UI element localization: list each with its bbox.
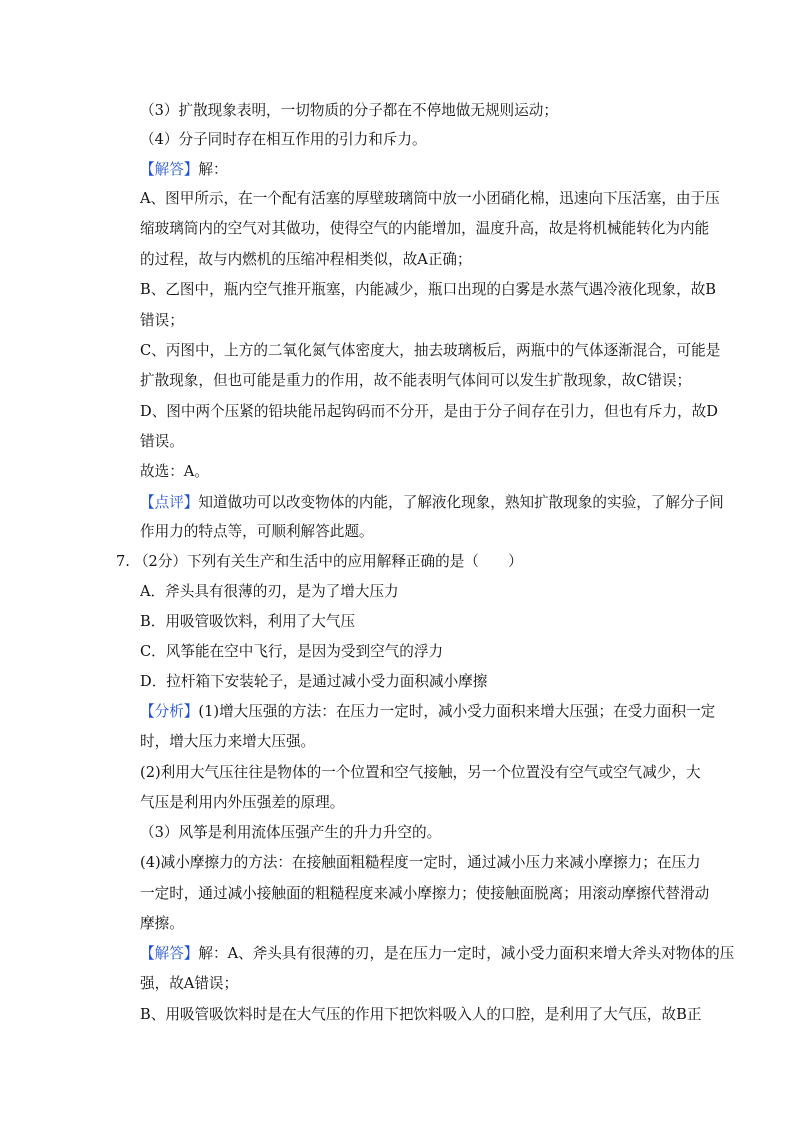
analysis-line: （3）风筝是利用流体压强产生的升力升空的。 — [140, 824, 442, 841]
prev-answer-line: 错误。 — [140, 433, 184, 450]
prev-answer-line: 缩玻璃筒内的空气对其做功，使得空气的内能增加，温度升高，故是将机械能转化为内能 — [140, 220, 710, 237]
analysis-first: (1)增大压强的方法：在压力一定时，减小受力面积来增大压强；在受力面积一定 — [198, 703, 716, 720]
question-stem: （2分）下列有关生产和生活中的应用解释正确的是（ ） — [133, 553, 523, 570]
comment-tag: 【点评】 — [140, 494, 199, 511]
answer-tag: 【解答】 — [140, 945, 199, 962]
analysis-line: (2)利用大气压往往是物体的一个位置和空气接触，另一个位置没有空气或空气减少，大 — [140, 764, 701, 781]
option-b: B．用吸管吸饮料，利用了大气压 — [140, 613, 356, 630]
question-7-stem — [116, 552, 523, 572]
q7-answer-line: B、用吸管吸饮料时是在大气压的作用下把饮料吸入人的口腔，是利用了大气压，故B正 — [140, 1006, 702, 1023]
prev-answer-line: C、丙图中，上方的二氧化氮气体密度大，抽去玻璃板后，两瓶中的气体逐渐混合，可能是 — [140, 342, 721, 359]
q7-answer-header — [140, 944, 734, 964]
analysis-line: (4)减小摩擦力的方法：在接触面粗糙程度一定时，通过减小压力来减小摩擦力；在压力 — [140, 854, 701, 871]
analysis-line: 时，增大压力来增大压强。 — [140, 733, 316, 750]
option-a: A．斧头具有很薄的刃，是为了增大压力 — [140, 583, 399, 600]
analysis-line: 气压是利用内外压强差的原理。 — [140, 794, 345, 811]
prev-point-3: （3）扩散现象表明，一切物质的分子都在不停地做无规则运动； — [140, 102, 558, 119]
prev-answer-line: 错误； — [140, 312, 184, 329]
option-c: C．风筝能在空中飞行，是因为受到空气的浮力 — [140, 643, 444, 660]
prev-comment — [140, 493, 724, 513]
option-d: D．拉杆箱下安装轮子，是通过减小受力面积减小摩擦 — [140, 673, 488, 690]
prev-answer-header — [140, 160, 228, 180]
answer-first: 解：A、斧头具有很薄的刃，是在压力一定时，减小受力面积来增大斧头对物体的压 — [198, 945, 735, 962]
analysis-header — [140, 702, 715, 722]
comment-text: 知道做功可以改变物体的内能，了解液化现象，熟知扩散现象的实验，了解分子间 — [198, 494, 724, 511]
analysis-line: 一定时，通过减小接触面的粗糙程度来减小摩擦力；使接触面脱离；用滚动摩擦代替滑动 — [140, 885, 710, 902]
prev-answer-line: 扩散现象，但也可能是重力的作用，故不能表明气体间可以发生扩散现象，故C错误； — [140, 372, 692, 389]
prev-answer-choice: 故选：A。 — [140, 463, 209, 480]
prev-comment-cont: 作用力的特点等，可顺利解答此题。 — [140, 523, 374, 540]
analysis-line: 摩擦。 — [140, 915, 184, 932]
analysis-tag: 【分析】 — [140, 703, 199, 720]
prev-answer-line: B、乙图中，瓶内空气推开瓶塞，内能减少，瓶口出现的白雾是水蒸气遇冷液化现象，故B — [140, 281, 717, 298]
question-number: 7. — [116, 553, 130, 570]
q7-answer-line: 强，故A错误； — [140, 975, 239, 992]
prev-answer-line: D、图中两个压紧的铅块能吊起钩码而不分开，是由于分子间存在引力，但也有斥力，故D — [140, 403, 718, 420]
prev-point-4: （4）分子同时存在相互作用的引力和斥力。 — [140, 131, 427, 148]
prev-answer-line: 的过程，故与内燃机的压缩冲程相类似，故A正确； — [140, 251, 472, 268]
answer-tag: 【解答】 — [140, 161, 199, 178]
answer-lead: 解： — [198, 161, 228, 178]
prev-answer-line: A、图甲所示，在一个配有活塞的厚壁玻璃筒中放一小团硝化棉，迅速向下压活塞，由于压 — [140, 190, 720, 207]
